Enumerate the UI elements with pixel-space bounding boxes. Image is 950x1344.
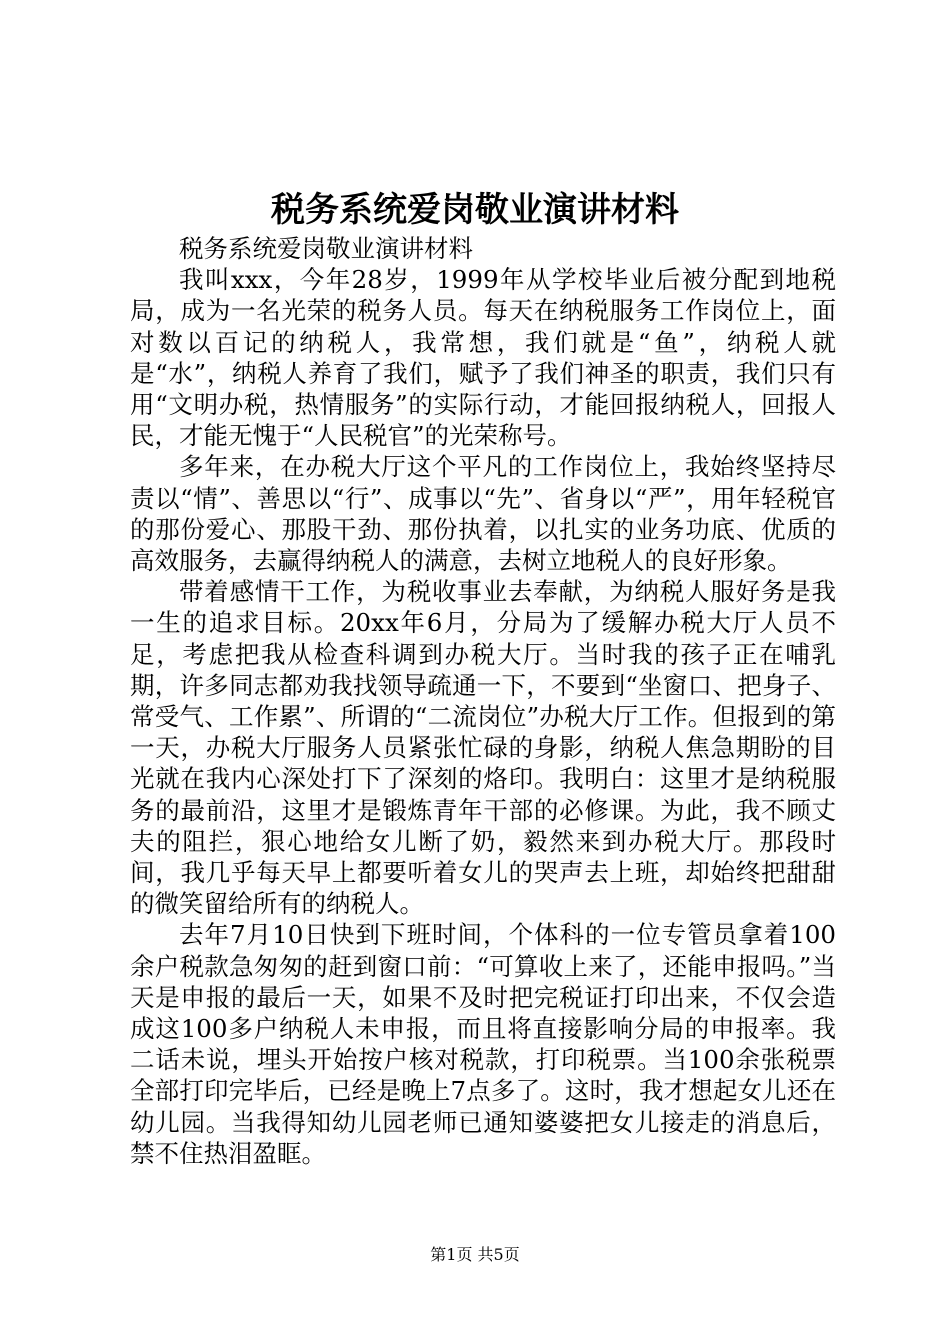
page-footer: 第1页 共5页: [430, 1245, 520, 1264]
subtitle-paragraph: 税务系统爱岗敬业演讲材料: [179, 234, 473, 263]
document-title: 税务系统爱岗敬业演讲材料: [271, 190, 679, 230]
body-paragraph: 带着感情干工作，为税收事业去奉献，为纳税人服好务是我一生的追求目标。20xx年6月，分局为了缓解办税大厅人员不足，考虑把我从检查科调到办税大厅。当时我的孩子正在哺乳期，许多同志都劝我找领导疏通一下，不要到“坐窗口、把身子、常受气、工作累”、所谓的“二流岗位”办税大厅工作。但报到的第一天，办税大厅服务人员紧张忙碌的身影，纳税人焦急期盼的目光就在我内心深处打下了深刻的烙印。我明白：这里才是纳税服务的最前沿，这里才是锻炼青年干部的必修课。为此，我不顾丈夫的阻拦，狠心地给女儿断了奶，毅然来到办税大厅。那段时间，我几乎每天早上都要听着女儿的哭声去上班，却始终把甜甜的微笑留给所有的纳税人。: [130, 577, 836, 919]
body-paragraph: 去年7月10日快到下班时间，个体科的一位专管员拿着100余户税款急匆匆的赶到窗口前：“可算收上来了，还能申报吗。”当天是申报的最后一天，如果不及时把完税证打印出来，不仅会造成这100多户纳税人未申报，而且将直接影响分局的申报率。我二话未说，埋头开始按户核对税款，打印税票。当100余张税票全部打印完毕后，已经是晚上7点多了。这时，我才想起女儿还在幼儿园。当我得知幼儿园老师已通知婆婆把女儿接走的消息后，禁不住热泪盈眶。: [130, 920, 836, 1168]
document-body: [130, 233, 836, 1169]
body-paragraph: 多年来，在办税大厅这个平凡的工作岗位上，我始终坚持尽责以“情”、善思以“行”、成事以“先”、省身以“严”，用年轻税官的那份爱心、那股干劲、那份执着，以扎实的业务功底、优质的高效服务，去赢得纳税人的满意，去树立地税人的良好形象。: [130, 452, 836, 576]
body-paragraph: 我叫xxx，今年28岁，1999年从学校毕业后被分配到地税局，成为一名光荣的税务人员。每天在纳税服务工作岗位上，面对数以百记的纳税人，我常想，我们就是“鱼”，纳税人就是“水”，纳税人养育了我们，赋予了我们神圣的职责，我们只有用“文明办税，热情服务”的实际行动，才能回报纳税人，回报人民，才能无愧于“人民税官”的光荣称号。: [130, 265, 836, 451]
